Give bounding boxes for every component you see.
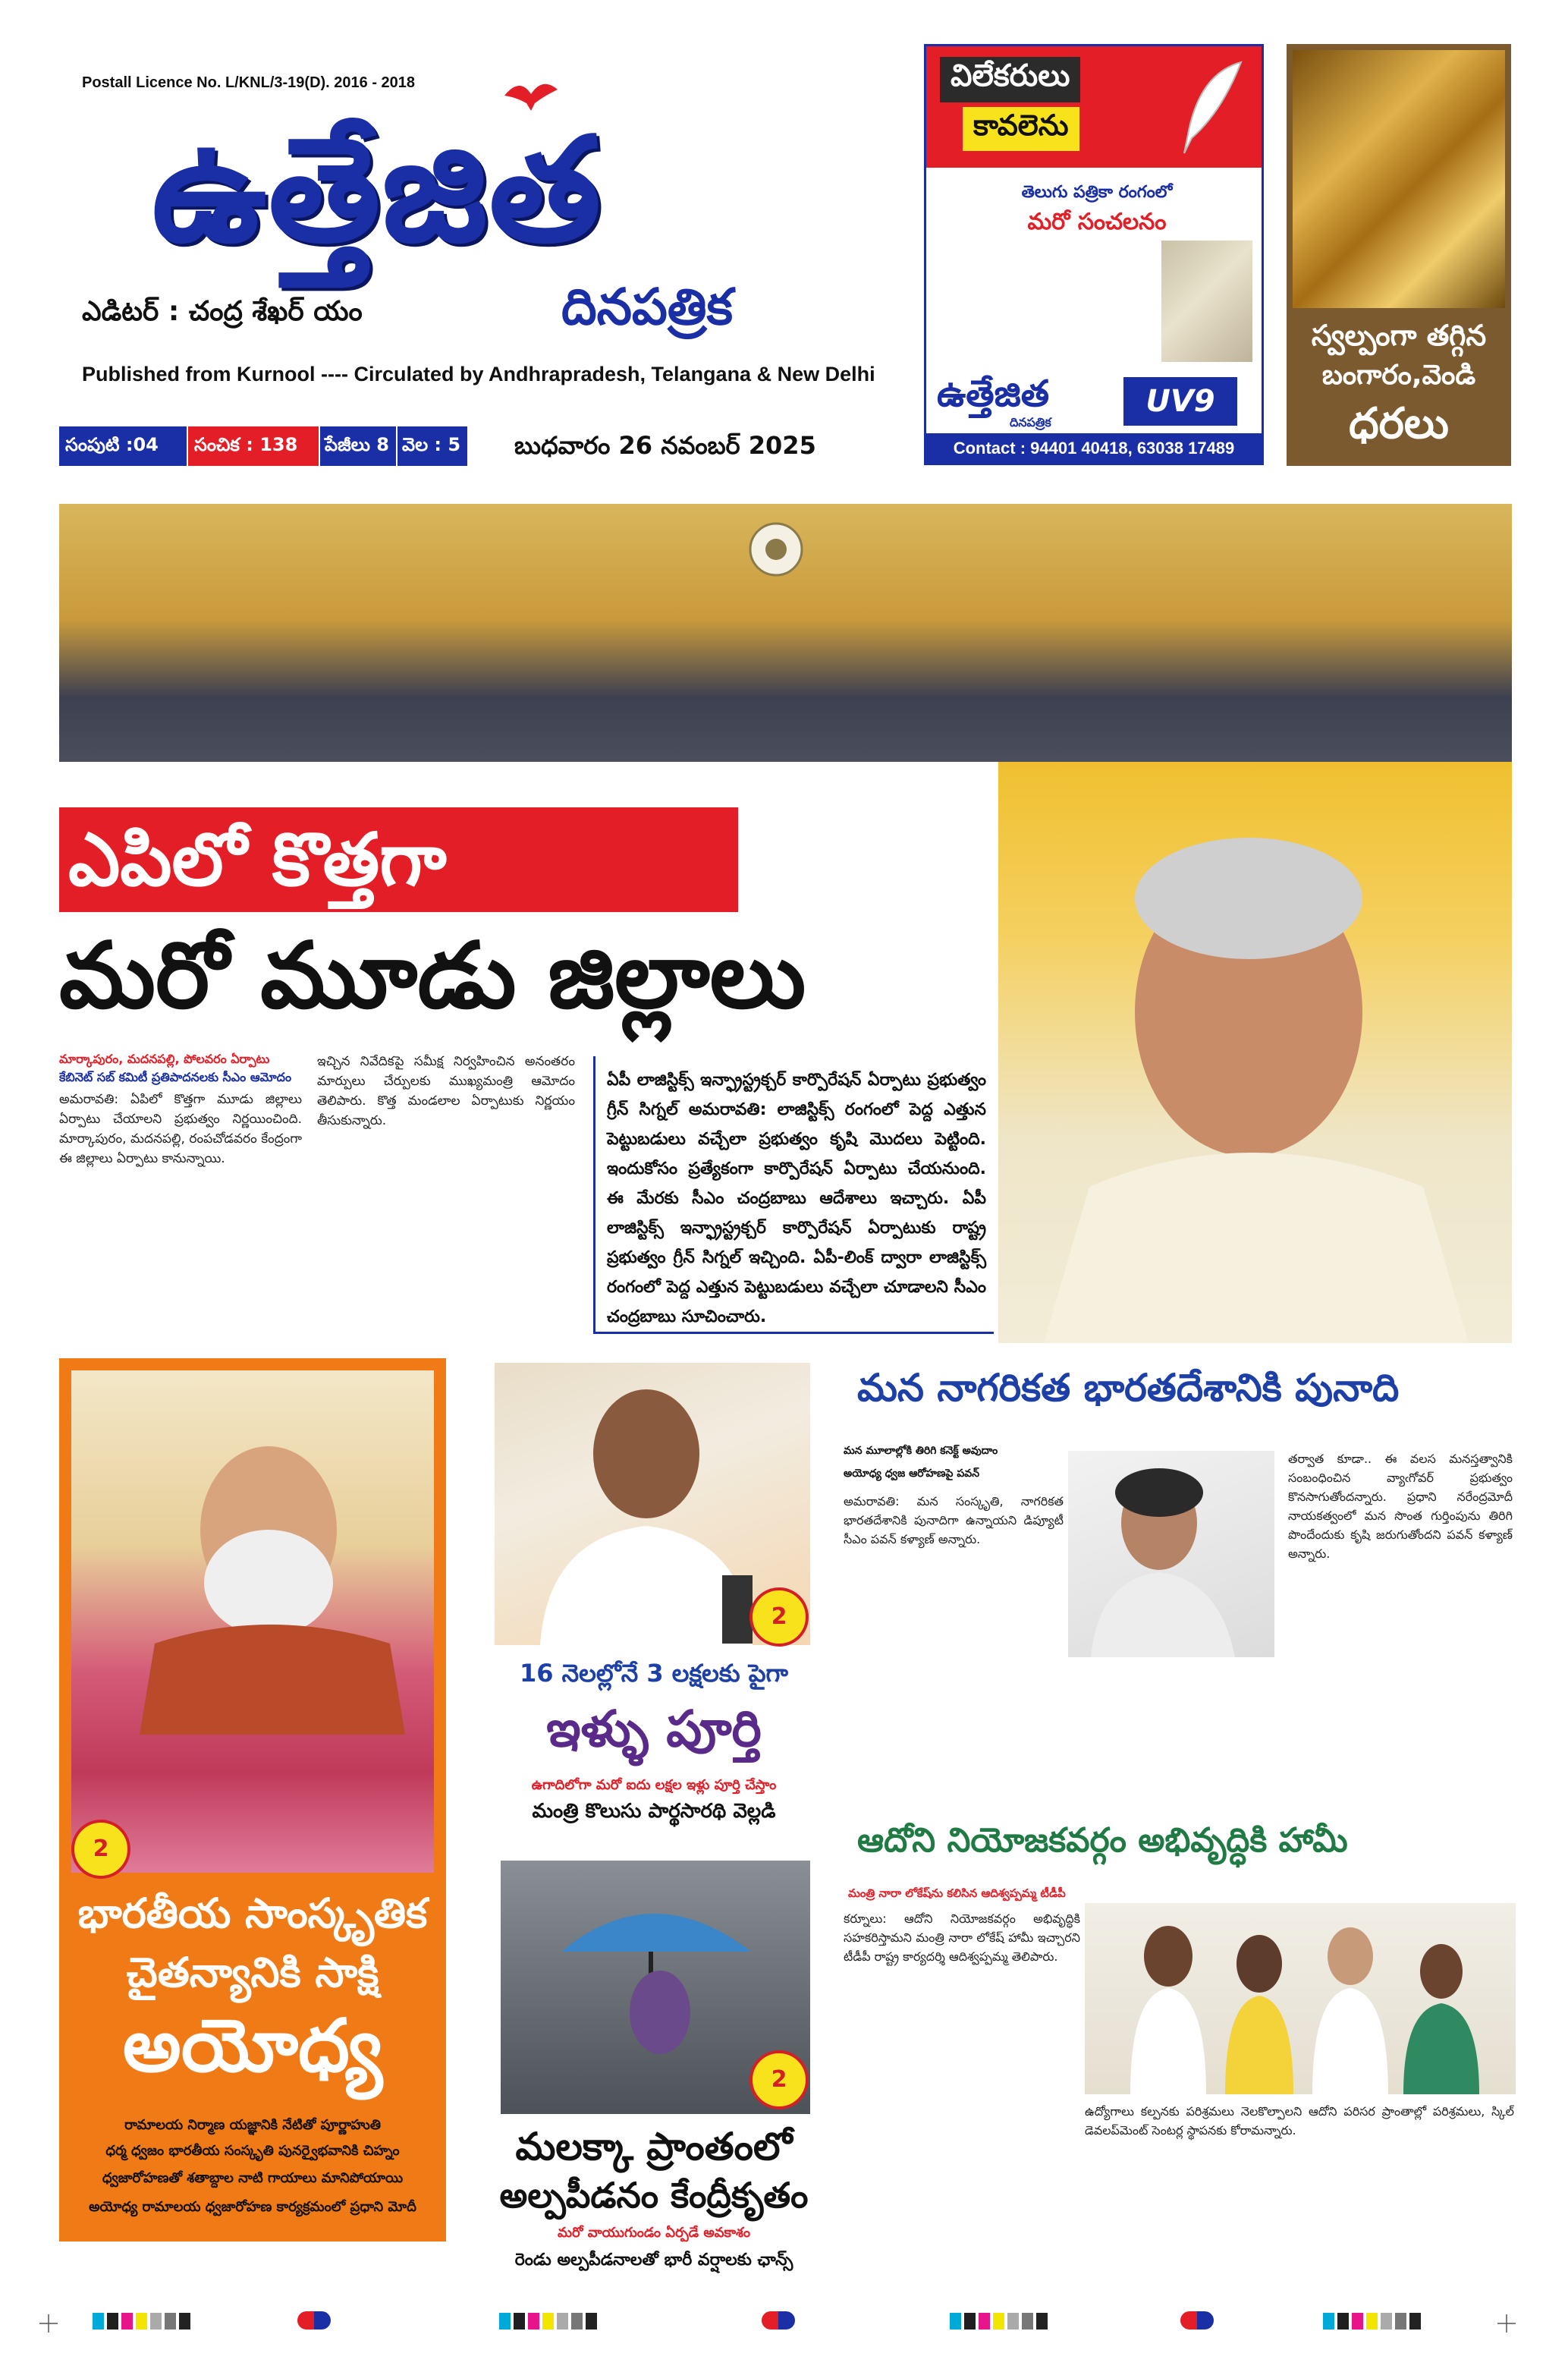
gold-line-2: బంగారం,వెండి (1321, 360, 1476, 391)
newspaper-title: ఉత్తేజిత (152, 105, 603, 274)
civilization-sub-2: అయోధ్య ధ్వజ ఆరోహణపై పవన్ (844, 1468, 980, 1480)
issue-box: సంచిక : 138 (188, 426, 319, 466)
daily-label: దినపత్రిక (561, 277, 733, 336)
ad-brand: ఉత్తేజిత (937, 373, 1050, 415)
ad-line-1: తెలుగు పత్రికా రంగంలో (1021, 183, 1173, 202)
postal-licence: Postall Licence No. L/KNL/3-19(D). 2016 - 2018 (82, 74, 416, 91)
ayodhya-line-2: చైతన్యానికి సాక్షి (126, 1949, 379, 1996)
depression-line-1: మలక్కా ప్రాంతంలో (515, 2125, 793, 2169)
ad-newspaper-thumb (1161, 241, 1252, 362)
uv9-logo: UV9 (1123, 377, 1237, 426)
chief-minister-photo (998, 762, 1512, 1343)
registration-mark-icon (1497, 2314, 1516, 2333)
adoni-body-col-1: కర్నూలు: ఆదోని నియోజకవర్గం అభివృద్ధికి సహకరిస్తామని మంత్రి నారా లోకేష్ హామీ ఇచ్చారని టీడీపీ రాష్ట్ర కార్యదర్శి ఆదిశ్వప్పమ్మ తెలిపారు. (844, 1911, 1080, 1964)
page-2-badge: 2 (749, 2050, 809, 2109)
logistics-body: ఏపీ లాజిస్టిక్స్ ఇన్ఫ్రాస్ట్రక్చర్ కార్పొరేషన్ ఏర్పాటు ప్రభుత్వం గ్రీన్ సిగ్నల్ అమరావతి: లాజిస్టిక్స్ రంగంలో పెద్ద ఎత్తున పెట్టుబడులు వచ్చేలా ప్రభుత్వం కృషి మొదలు పెట్టింది. ఇందుకోసం ప్రత్యేకంగా కార్పొరేషన్ ఏర్పాటు చేయనుంది. ఈ మేరకు సీఎం చంద్రబాబు ఆదేశాలు ఇచ్చారు. ఏపీ లాజిస్టిక్స్ ఇన్ఫ్రాస్ట్రక్చర్ కార్పొరేషన్ ఏర్పాటుకు రాష్ట్ర ప్రభుత్వం గ్రీన్ సిగ్నల్ ఇచ్చింది. ఏపీ-లింక్ ద్వారా లాజిస్టిక్స్ రంగంలో పెద్ద ఎత్తున పెట్టుబడులు వచ్చేలా చూడాలని సీఎం చంద్రబాబు సూచించారు. (607, 1071, 986, 1326)
houses-sub-2: మంత్రి కొలుసు పార్థసారథి వెల్లడి (532, 1800, 776, 1823)
color-dot-pair (762, 2311, 795, 2330)
ad-heading-1: విలేకరులు (940, 57, 1080, 102)
gold-line-1: స్వల్పంగా తగ్గిన (1311, 319, 1487, 352)
ad-line-2: మరో సంచలనం (1027, 209, 1167, 235)
color-dot-pair (297, 2311, 331, 2330)
pawan-kalyan-photo (1068, 1451, 1274, 1657)
gold-bars-photo (1293, 50, 1505, 308)
lead-subhead-2: కేబినెట్ సబ్ కమిటీ ప్రతిపాదనలకు సీఎం ఆమోదం (59, 1070, 292, 1084)
reporters-wanted-ad (924, 44, 1264, 465)
depression-sub-1: మరో వాయుగుండం ఏర్పడే అవకాశం (558, 2225, 750, 2241)
color-bar-4 (1323, 2313, 1424, 2333)
lead-body-col-1: అమరావతి: ఏపిలో కొత్తగా మూడు జిల్లాలు ఏర్పాటు చేయాలని ప్రభుత్వం నిర్ణయించింది. మార్కాపురం, మదనపల్లి, రంపచోడవరం కేంద్రంగా ఈ జిల్లాలు ఏర్పాటు కానున్నాయి. (59, 1092, 302, 1166)
lead-headline: మరో మూడు జిల్లాలు (59, 923, 806, 1029)
color-bar-3 (950, 2313, 1051, 2333)
houses-line-2: ఇళ్ళు పూర్తి (546, 1700, 762, 1758)
ayodhya-sub-3: ధ్వజారోహణతో శతాబ్దాల నాటి గాయాలు మానిపోయాయి (102, 2170, 404, 2186)
pages-box: పేజీలు 8 (320, 426, 396, 466)
gold-line-3: ధరలు (1349, 399, 1449, 448)
ad-brand-sub: దినపత్రిక (1010, 415, 1051, 429)
ap-emblem-icon (746, 519, 806, 580)
civilization-body-col-3: తర్వాత కూడా.. ఈ వలస మనస్తత్వానికి సంబంధించిన వ్యాఁగోవర్ ప్రభుత్వం కొనసాగుతోందన్నారు. ప్రధాని నరేంద్రమోదీ నాయకత్వంలో మన సొంత గుర్తింపును తిరిగి పొందేందుకు కృషి జరుగుతోందని పవన్ కళ్యాణ్ అన్నారు. (1288, 1452, 1513, 1561)
color-dot-pair (1180, 2311, 1214, 2330)
ad-contact: Contact : 94401 40418, 63038 17489 (926, 433, 1262, 463)
ad-heading-2: కావలెను (963, 107, 1079, 151)
ayodhya-panel (59, 1358, 446, 2241)
adoni-headline: ఆదోని నియోజకవర్గం అభివృద్ధికి హామీ (857, 1821, 1348, 1860)
depression-sub-2: రెండు అల్పపీడనాలతో భారీ వర్షాలకు ఛాన్స్ (514, 2251, 793, 2270)
adoni-sub: మంత్రి నారా లోకేష్‌ను కలిసిన ఆదిశ్వప్పమ్మ టీడీపీ (848, 1886, 1066, 1900)
registration-mark-icon (39, 2314, 58, 2333)
date-box: బుధవారం 26 నవంబర్ 2025 (511, 426, 894, 466)
houses-line-1: 16 నెలల్లోనే 3 లక్షలకు పైగా (520, 1659, 788, 1688)
civilization-headline: మన నాగరికత భారతదేశానికి పునాది (857, 1366, 1400, 1410)
ayodhya-sub-1: రామాలయ నిర్మాణ యజ్ఞానికి నేటితో పూర్ణాహుతి (124, 2117, 381, 2133)
lokesh-meeting-photo (1085, 1903, 1516, 2094)
civilization-body-col-1: అమరావతి: మన సంస్కృతి, నాగరికత భారతదేశానికి పునాదిగా ఉన్నాయని డిప్యూటీ సీఎం పవన్ కళ్యాణ్ అన్నారు. (844, 1494, 1064, 1546)
pm-photo (71, 1370, 434, 1873)
editor-line: ఎడిటర్ : చంద్ర శేఖర్ యం (82, 296, 363, 327)
volume-box: సంపుటి :04 (59, 426, 187, 466)
depression-line-2: అల్పపీడనం కేంద్రీకృతం (499, 2175, 809, 2216)
houses-sub-1: ఉగాదిలోగా మరో ఐదు లక్షల ఇళ్లు పూర్తి చేస్తాం (531, 1777, 777, 1793)
ayodhya-line-1: భారతీయ సాంస్కృతిక (77, 1889, 428, 1937)
lead-subhead-1: మార్కాపురం, మదనపల్లి, పోలవరం ఏర్పాటు (59, 1052, 270, 1066)
ayodhya-sub-4: అయోధ్య రామాలయ ధ్వజారోహణ కార్యక్రమంలో ప్రధాని మోదీ (89, 2199, 416, 2215)
cabinet-meeting-photo (59, 504, 1512, 762)
ayodhya-line-3: అయోధ్య (122, 2003, 383, 2088)
published-line: Published from Kurnool ---- Circulated by Andhrapradesh, Telangana & New Delhi (82, 363, 875, 385)
color-bar-2 (499, 2313, 600, 2333)
price-box: వెల : 5 (397, 426, 467, 466)
quill-icon (1169, 58, 1252, 157)
page-2-badge: 2 (71, 1820, 130, 1879)
ayodhya-sub-2: ధర్మ ధ్వజం భారతీయ సంస్కృతి పునర్వైభవానికి చిహ్నం (105, 2143, 400, 2159)
lead-kicker: ఎపిలో కొత్తగా (59, 807, 738, 912)
color-bar-1 (93, 2313, 193, 2333)
adoni-body-col-2: ఉద్యోగాలు కల్పనకు పరిశ్రమలు నెలకొల్పాలని ఆదోని పరిసర ప్రాంతాల్లో పరిశ్రమలు, స్కిల్ డెవలప్‌మెంట్ సెంటర్ల స్థాపనకు కోరామన్నారు. (1085, 2104, 1514, 2138)
gold-price-ad (1287, 44, 1511, 466)
page-2-badge: 2 (749, 1587, 809, 1647)
lead-body-col-2: ఇచ్చిన నివేదికపై సమీక్ష నిర్వహించిన అనంతరం మార్పులు చేర్పులకు ముఖ్యమంత్రి ఆమోదం తెలిపారు. కొత్త మండలాల ఏర్పాటుకు నిర్ణయం తీసుకున్నారు. (317, 1054, 575, 1128)
civilization-sub-1: మన మూలాల్లోకి తిరిగి కనెక్ట్ అవుదాం (844, 1445, 998, 1457)
issue-bar (59, 426, 894, 466)
